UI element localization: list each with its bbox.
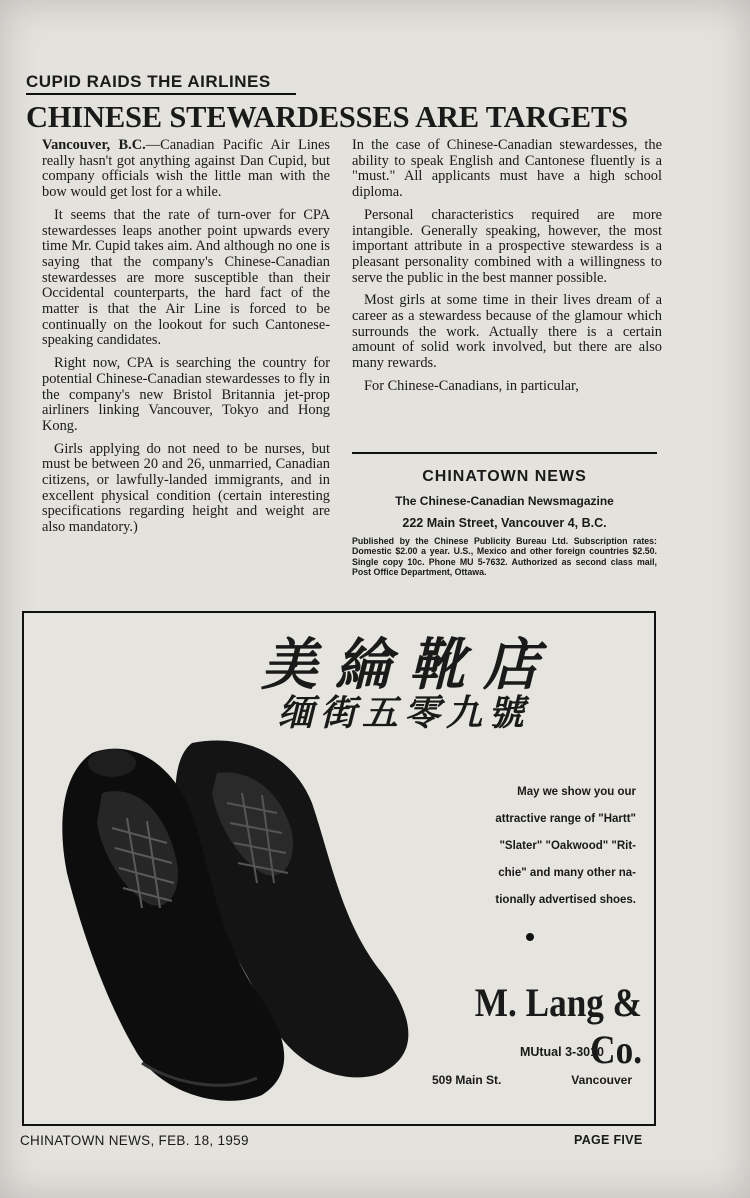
ad-copy-line: chie" and many other na- xyxy=(498,867,636,879)
bullet-dot-icon xyxy=(526,933,534,941)
article-paragraph: Most girls at some time in their lives dream of a career as a stewardess because of the glamour which surrounds the work. Actually there is a certain amount of solid work involved, but there are also many rewards. xyxy=(352,292,662,372)
article-paragraph xyxy=(42,138,330,201)
ad-chinese-address: 缅街五零九號 xyxy=(277,693,530,734)
shoe-store-advertisement xyxy=(22,611,656,1126)
masthead-publication-info: Published by the Chinese Publicity Bureau Ltd. Subscription rates: Domestic $2.00 a year. U.S., Mexico and other foreign countries $2.50. Single copy 10c. Phone MU 5-7632. Authorized as second class mail, Post Office Department, Ottawa. xyxy=(352,536,657,578)
article-column-right xyxy=(352,138,662,402)
footer-page-number: PAGE FIVE xyxy=(574,1133,643,1147)
article-dateline: Vancouver, B.C. xyxy=(42,137,146,153)
ad-copy-line: tionally advertised shoes. xyxy=(495,894,636,906)
article-paragraph: It seems that the rate of turn-over for CPA stewardesses leaps another point upwards every time Mr. Cupid takes aim. And although no one is saying that the company's Chinese-Canadian stewardesses are more susceptible than their Occidental counterparts, the hard fact of the matter is that the Air Line is forced to be continually on the lookout for such Cantonese-speaking candidates. xyxy=(42,206,330,349)
masthead-subtitle: The Chinese-Canadian Newsmagazine xyxy=(395,494,614,508)
article-headline: CHINESE STEWARDESSES ARE TARGETS xyxy=(26,100,628,134)
footer-publication-date: CHINATOWN NEWS, FEB. 18, 1959 xyxy=(20,1133,249,1148)
article-column-left xyxy=(42,138,330,543)
article-paragraph: For Chinese-Canadians, in particular, xyxy=(364,377,579,394)
ad-street-address xyxy=(432,1073,632,1087)
shoes-illustration-icon xyxy=(42,733,442,1113)
ad-city: Vancouver xyxy=(571,1073,632,1087)
article-paragraph-text: —Canadian Pacific Air Lines really hasn't got anything against Dan Cupid, but company officials wish the little man with the bow would get lost for a while. xyxy=(42,137,330,201)
masthead-box xyxy=(352,452,657,578)
masthead-address: 222 Main Street, Vancouver 4, B.C. xyxy=(402,516,607,530)
ad-phone-number: MUtual 3-3010 xyxy=(519,1045,604,1059)
ad-copy-line: attractive range of "Hartt" xyxy=(495,813,636,825)
ad-company-name: M. Lang & Co. xyxy=(474,980,642,1072)
article-paragraph: Personal characteristics required are more intangible. Generally speaking, however, the most important attribute in a prospective stewardess is a pleasant personality combined with a willingness to serve the public in the best manner possible. xyxy=(352,206,662,286)
ad-chinese-store-name: 美綸靴店 xyxy=(261,633,557,698)
article-paragraph: Right now, CPA is searching the country for potential Chinese-Canadian stewardesses to fly in the company's new Bristol Britannia jet-prop airliners linking Vancouver, Tokyo and Hong Kong. xyxy=(42,355,330,434)
article-paragraph: In the case of Chinese-Canadian stewardesses, the ability to speak English and Cantonese fluently is a "must." All applicants must have a high school diploma. xyxy=(352,137,662,201)
ad-copy-line: "Slater" "Oakwood" "Rit- xyxy=(499,840,636,852)
article-kicker: CUPID RAIDS THE AIRLINES xyxy=(26,72,296,95)
ad-street: 509 Main St. xyxy=(432,1073,502,1087)
article-paragraph: Girls applying do not need to be nurses, but must be between 20 and 26, unmarried, Canadian citizens, or lawfully-landed immigrants, and in excellent physical condition (certain interesting specifications regarding height and weight are also mandatory.) xyxy=(42,440,330,536)
ad-copy-line: May we show you our xyxy=(517,786,636,798)
ad-copy-text xyxy=(428,779,636,914)
masthead-title: CHINATOWN NEWS xyxy=(422,468,587,485)
